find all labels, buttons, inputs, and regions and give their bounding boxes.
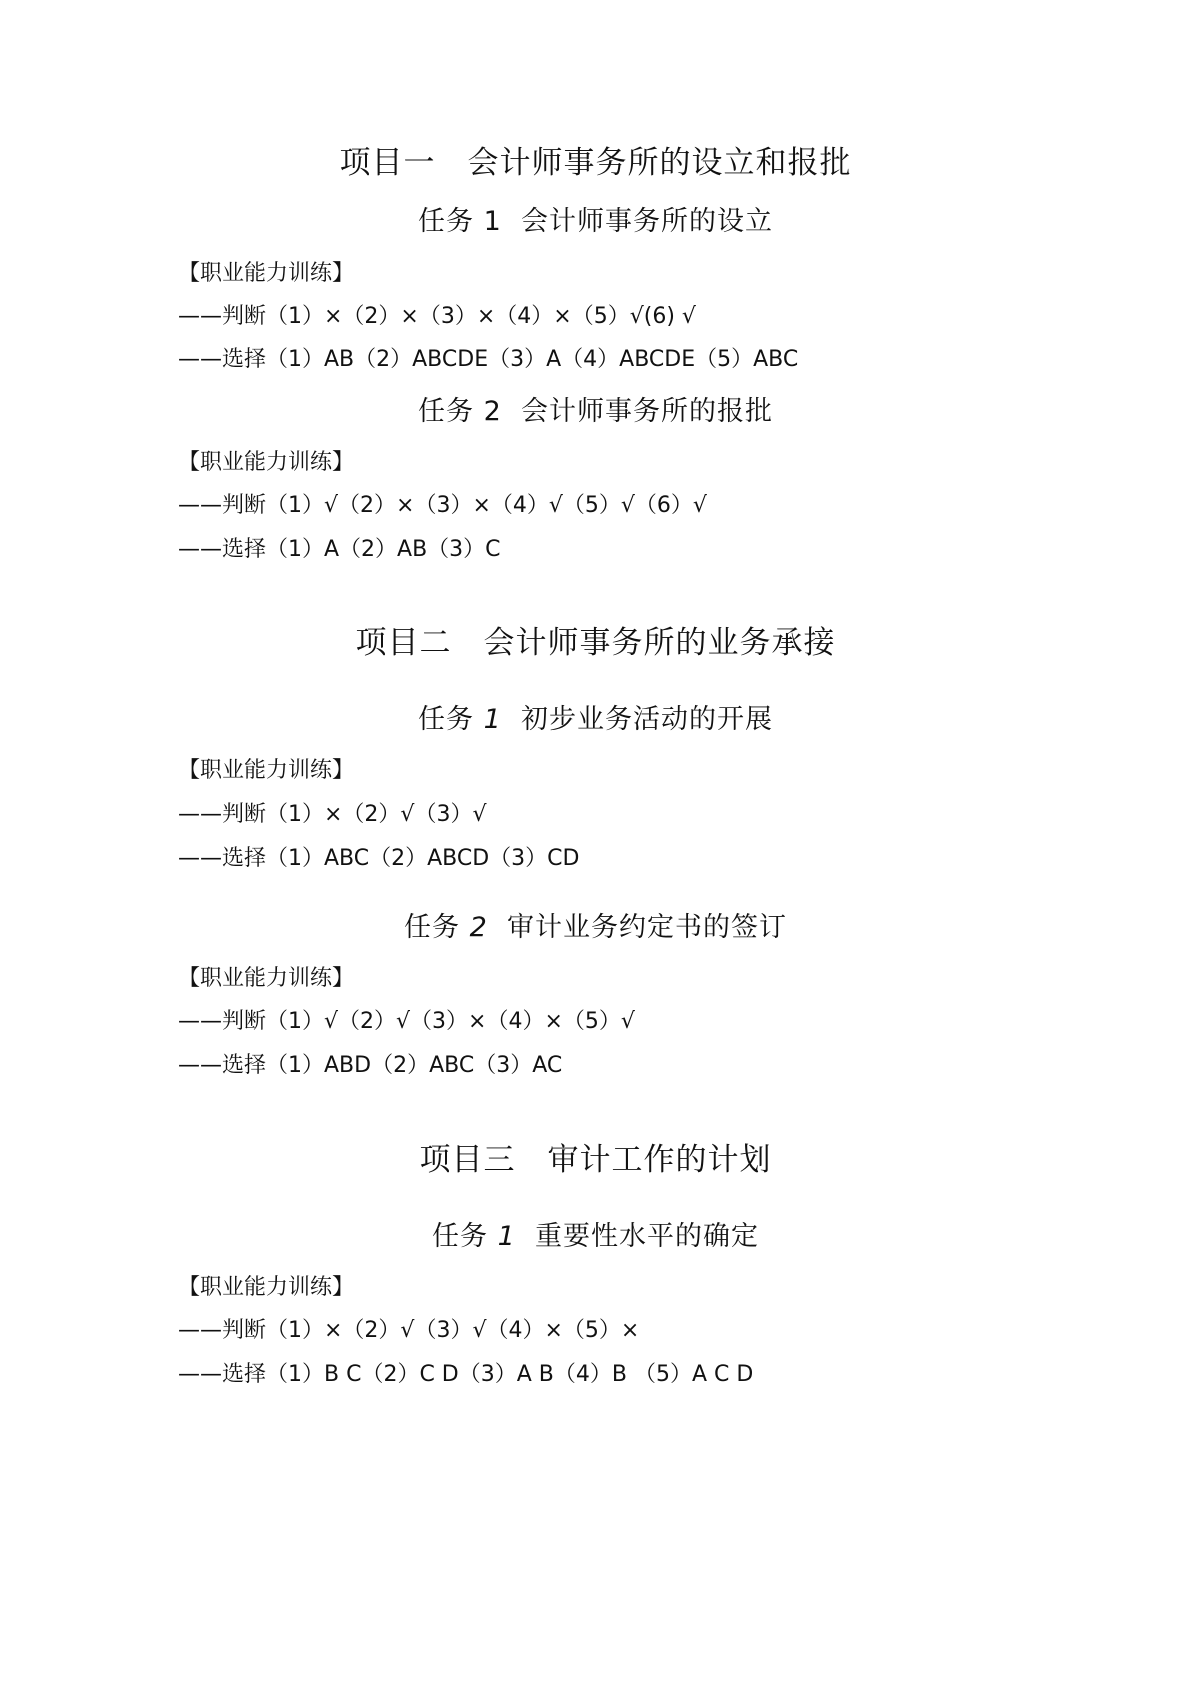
task-prefix: 任务 (418, 396, 475, 427)
choice-answers: ——选择（1）AB（2）ABCDE（3）A（4）ABCDE（5）ABC (178, 347, 799, 372)
judge-answers: ——判断（1）×（2）√（3）√（4）×（5）× (178, 1318, 640, 1343)
task-name: 初步业务活动的开展 (520, 704, 773, 735)
project-1-task-1-title (0, 208, 1191, 235)
choice-answers: ——选择（1）B C（2）C D（3）A B（4）B （5）A C D (178, 1362, 754, 1387)
task-prefix: 任务 (418, 704, 475, 735)
project-1-task-2-title (0, 398, 1191, 425)
task-number: 1 (483, 206, 502, 237)
section-heading: 【职业能力训练】 (178, 966, 355, 991)
task-name: 会计师事务所的报批 (520, 396, 773, 427)
section-heading: 【职业能力训练】 (178, 450, 355, 475)
choice-answers: ——选择（1）ABD（2）ABC（3）AC (178, 1053, 563, 1078)
judge-answers: ——判断（1）√（2）√（3）×（4）×（5）√ (178, 1009, 635, 1034)
task-number: 1 (497, 1221, 516, 1252)
task-prefix: 任务 (432, 1221, 489, 1252)
project-2-title: 项目二 会计师事务所的业务承接 (355, 625, 836, 661)
task-name: 会计师事务所的设立 (520, 206, 773, 237)
judge-answers: ——判断（1）√（2）×（3）×（4）√（5）√（6）√ (178, 493, 707, 518)
section-heading: 【职业能力训练】 (178, 758, 355, 783)
task-number: 1 (483, 704, 502, 735)
task-name: 重要性水平的确定 (534, 1221, 759, 1252)
choice-answers: ——选择（1）A（2）AB（3）C (178, 537, 501, 562)
task-name: 审计业务约定书的签订 (506, 912, 787, 943)
project-1-title: 项目一 会计师事务所的设立和报批 (339, 145, 852, 181)
project-2-task-2-title (0, 914, 1191, 941)
task-prefix: 任务 (418, 206, 475, 237)
judge-answers: ——判断（1）×（2）√（3）√ (178, 802, 487, 827)
project-2-task-1-title (0, 706, 1191, 733)
project-3-task-1-title (0, 1223, 1191, 1250)
task-prefix: 任务 (404, 912, 461, 943)
section-heading: 【职业能力训练】 (178, 1275, 355, 1300)
project-3-title: 项目三 审计工作的计划 (419, 1142, 772, 1178)
judge-answers: ——判断（1）×（2）×（3）×（4）×（5）√(6) √ (178, 304, 696, 329)
choice-answers: ——选择（1）ABC（2）ABCD（3）CD (178, 846, 580, 871)
task-number: 2 (469, 912, 488, 943)
task-number: 2 (483, 396, 502, 427)
section-heading: 【职业能力训练】 (178, 261, 355, 286)
